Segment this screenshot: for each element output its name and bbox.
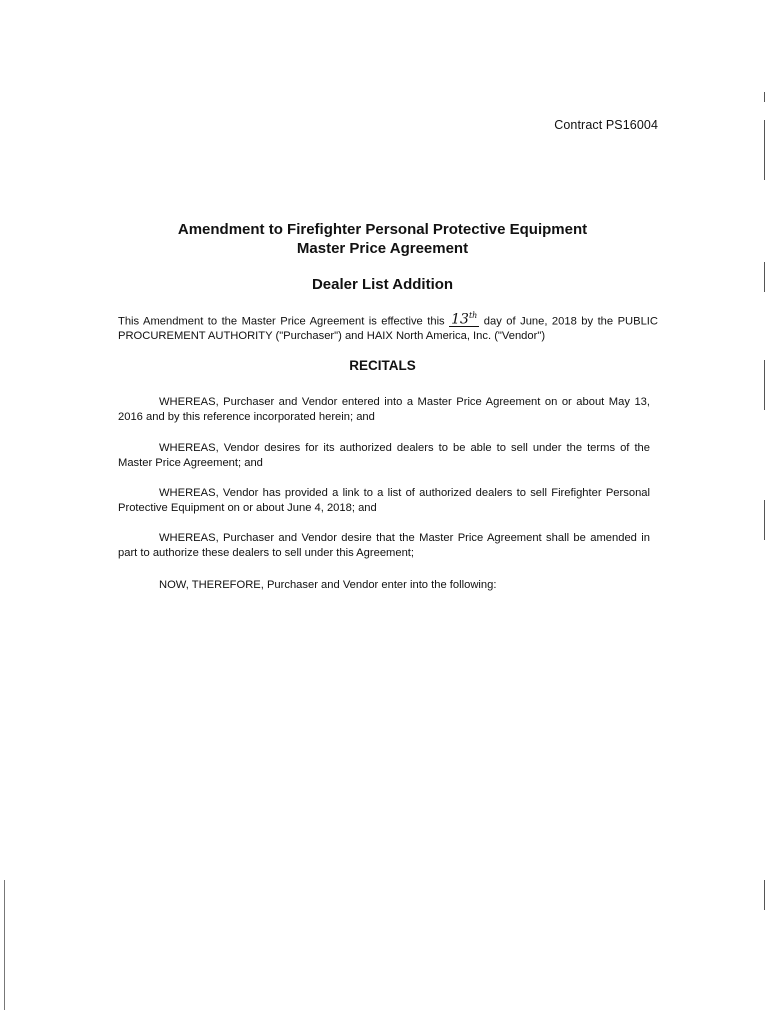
handwritten-day xyxy=(449,310,479,327)
scan-speck xyxy=(764,360,765,410)
document-title xyxy=(0,220,765,258)
recitals-heading: RECITALS xyxy=(349,358,416,373)
contract-number: Contract PS16004 xyxy=(554,118,658,132)
handwritten-day-suffix: th xyxy=(468,311,478,320)
now-therefore-paragraph: NOW, THEREFORE, Purchaser and Vendor enter into the following: xyxy=(159,579,497,591)
intro-text-before: This Amendment to the Master Price Agreement is effective this xyxy=(118,315,445,328)
intro-text-after: day of June, 2018 by the PUBLIC PROCUREMENT AUTHORITY ("Purchaser") and HAIX North America, Inc. ("Vendor") xyxy=(118,315,658,343)
recital-paragraph: WHEREAS, Purchaser and Vendor entered into a Master Price Agreement on or about May 13, 2016 and by this reference incorporated herein; and xyxy=(118,396,650,423)
title-line-2: Master Price Agreement xyxy=(296,240,469,257)
scan-speck xyxy=(764,120,765,180)
title-line-1: Amendment to Firefighter Personal Protective Equipment xyxy=(177,221,588,238)
handwritten-day-number: 13 xyxy=(451,311,469,328)
recital-paragraph: WHEREAS, Purchaser and Vendor desire that the Master Price Agreement shall be amended in part to authorize these dealers to sell under this Agreement; xyxy=(118,532,650,559)
scan-speck xyxy=(764,500,765,540)
scan-speck xyxy=(764,880,765,910)
scan-speck xyxy=(764,262,765,292)
recital-paragraph: WHEREAS, Vendor desires for its authorized dealers to be able to sell under the terms of the Master Price Agreement; and xyxy=(118,442,650,469)
scan-speck xyxy=(764,92,765,102)
intro-paragraph xyxy=(118,311,658,344)
document-subtitle: Dealer List Addition xyxy=(311,276,454,293)
scan-speck xyxy=(4,880,5,1010)
recital-paragraph: WHEREAS, Vendor has provided a link to a list of authorized dealers to sell Firefighter Personal Protective Equipment on or about June 4, 2018; and xyxy=(118,487,650,514)
